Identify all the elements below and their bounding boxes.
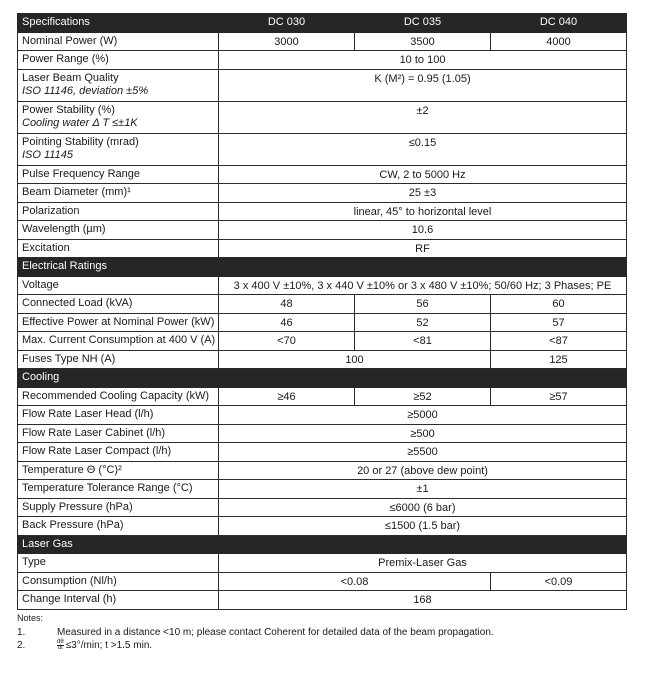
row-label: Flow Rate Laser Head (l/h) xyxy=(18,406,219,425)
row-label-sub: ISO 11145 xyxy=(22,148,73,161)
row-label: Nominal Power (W) xyxy=(18,32,219,51)
section-title: Cooling xyxy=(18,369,627,388)
table-row xyxy=(18,221,627,240)
table-row xyxy=(18,480,627,499)
cell-value: <81 xyxy=(355,332,491,351)
cell-value: ±2 xyxy=(219,101,627,133)
table-row xyxy=(18,591,627,610)
cell-value: 56 xyxy=(355,295,491,314)
table-row xyxy=(18,133,627,165)
cell-value: 4000 xyxy=(491,32,627,51)
section-title: Laser Gas xyxy=(18,535,627,554)
cell-value: <87 xyxy=(491,332,627,351)
cell-value: ≥57 xyxy=(491,387,627,406)
model-dc030: DC 030 xyxy=(219,14,355,33)
note-text: Measured in a distance <10 m; please contact Coherent for detailed data of the beam propagation. xyxy=(57,627,494,638)
model-dc035: DC 035 xyxy=(355,14,491,33)
cell-value: 60 xyxy=(491,295,627,314)
row-label: Power Range (%) xyxy=(18,51,219,70)
note-number: 2. xyxy=(17,640,26,651)
row-label: Consumption (Nl/h) xyxy=(18,572,219,591)
row-label: Back Pressure (hPa) xyxy=(18,517,219,536)
cell-value: 10 to 100 xyxy=(219,51,627,70)
row-label-main: Pointing Stability (mrad) xyxy=(22,135,139,148)
row-label: Pulse Frequency Range xyxy=(18,165,219,184)
cell-value: 25 ±3 xyxy=(219,184,627,203)
cell-value: Premix-Laser Gas xyxy=(219,554,627,573)
cell-value: ±1 xyxy=(219,480,627,499)
table-row xyxy=(18,276,627,295)
cell-value: 48 xyxy=(219,295,355,314)
cell-value: RF xyxy=(219,239,627,258)
row-label: Excitation xyxy=(18,239,219,258)
table-row xyxy=(18,295,627,314)
row-label: Supply Pressure (hPa) xyxy=(18,498,219,517)
row-label: Max. Current Consumption at 400 V (A) xyxy=(18,332,219,351)
table-row xyxy=(18,498,627,517)
row-label xyxy=(18,69,219,101)
row-label: Beam Diameter (mm)¹ xyxy=(18,184,219,203)
table-row xyxy=(18,350,627,369)
table-row xyxy=(18,424,627,443)
cell-value: 57 xyxy=(491,313,627,332)
section-header-cooling xyxy=(18,369,627,388)
cell-value: ≥500 xyxy=(219,424,627,443)
cell-value: ≤0.15 xyxy=(219,133,627,165)
table-row xyxy=(18,517,627,536)
table-row xyxy=(18,387,627,406)
table-row xyxy=(18,313,627,332)
cell-value: 3000 xyxy=(219,32,355,51)
cell-value: 10.6 xyxy=(219,221,627,240)
cell-value: 168 xyxy=(219,591,627,610)
section-header-laser-gas xyxy=(18,535,627,554)
table-row xyxy=(18,51,627,70)
note-content xyxy=(57,640,152,651)
row-label xyxy=(18,133,219,165)
row-label-main: Power Stability (%) xyxy=(22,103,115,116)
table-row xyxy=(18,554,627,573)
cell-value: ≤6000 (6 bar) xyxy=(219,498,627,517)
cell-value: 46 xyxy=(219,313,355,332)
cell-value: 3500 xyxy=(355,32,491,51)
cell-value: 3 x 400 V ±10%, 3 x 440 V ±10% or 3 x 480 V ±10%; 50/60 Hz; 3 Phases; PE xyxy=(219,276,627,295)
table-row xyxy=(18,184,627,203)
row-label: Temperature Tolerance Range (°C) xyxy=(18,480,219,499)
table-row xyxy=(18,461,627,480)
row-label: Fuses Type NH (A) xyxy=(18,350,219,369)
table-row xyxy=(18,406,627,425)
table-row xyxy=(18,443,627,462)
cell-value: 52 xyxy=(355,313,491,332)
fraction-denominator: dt xyxy=(57,645,63,651)
cell-value: CW, 2 to 5000 Hz xyxy=(219,165,627,184)
row-label-sub: ISO 11146, deviation ±5% xyxy=(22,84,149,97)
cell-value: ≥46 xyxy=(219,387,355,406)
section-title: Electrical Ratings xyxy=(18,258,627,277)
specifications-table xyxy=(17,13,627,610)
table-row xyxy=(18,239,627,258)
row-label xyxy=(18,101,219,133)
row-label: Connected Load (kVA) xyxy=(18,295,219,314)
row-label: Recommended Cooling Capacity (kW) xyxy=(18,387,219,406)
table-row xyxy=(18,69,627,101)
cell-value: 20 or 27 (above dew point) xyxy=(219,461,627,480)
cell-value: <0.09 xyxy=(491,572,627,591)
table-row xyxy=(18,332,627,351)
table-header-row xyxy=(18,14,627,33)
row-label: Flow Rate Laser Compact (l/h) xyxy=(18,443,219,462)
row-label: Voltage xyxy=(18,276,219,295)
row-label: Temperature Θ (°C)² xyxy=(18,461,219,480)
table-row xyxy=(18,101,627,133)
table-row xyxy=(18,32,627,51)
row-label: Type xyxy=(18,554,219,573)
cell-value: linear, 45° to horizontal level xyxy=(219,202,627,221)
cell-value: 125 xyxy=(491,350,627,369)
model-dc040: DC 040 xyxy=(491,14,627,33)
cell-value: ≥52 xyxy=(355,387,491,406)
cell-value: ≤1500 (1.5 bar) xyxy=(219,517,627,536)
row-label: Wavelength (µm) xyxy=(18,221,219,240)
cell-value: <0.08 xyxy=(219,572,491,591)
cell-value: ≥5500 xyxy=(219,443,627,462)
row-label-main: Laser Beam Quality xyxy=(22,71,119,84)
row-label: Flow Rate Laser Cabinet (l/h) xyxy=(18,424,219,443)
table-row xyxy=(18,572,627,591)
row-label-sub: Cooling water Δ T ≤±1K xyxy=(22,116,138,129)
notes-title: Notes: xyxy=(17,613,44,623)
cell-value: 100 xyxy=(219,350,491,369)
cell-value: K (M²) = 0.95 (1.05) xyxy=(219,69,627,101)
row-label: Effective Power at Nominal Power (kW) xyxy=(18,313,219,332)
header-label: Specifications xyxy=(18,14,219,33)
table-row xyxy=(18,202,627,221)
section-header-electrical xyxy=(18,258,627,277)
derivative-fraction xyxy=(57,640,64,651)
row-label: Polarization xyxy=(18,202,219,221)
row-label: Change Interval (h) xyxy=(18,591,219,610)
fraction-numerator: dθ xyxy=(57,639,64,645)
table-row xyxy=(18,165,627,184)
note-text: ≤3°/min; t >1.5 min. xyxy=(65,640,153,652)
cell-value: ≥5000 xyxy=(219,406,627,425)
note-number: 1. xyxy=(17,627,26,638)
cell-value: <70 xyxy=(219,332,355,351)
